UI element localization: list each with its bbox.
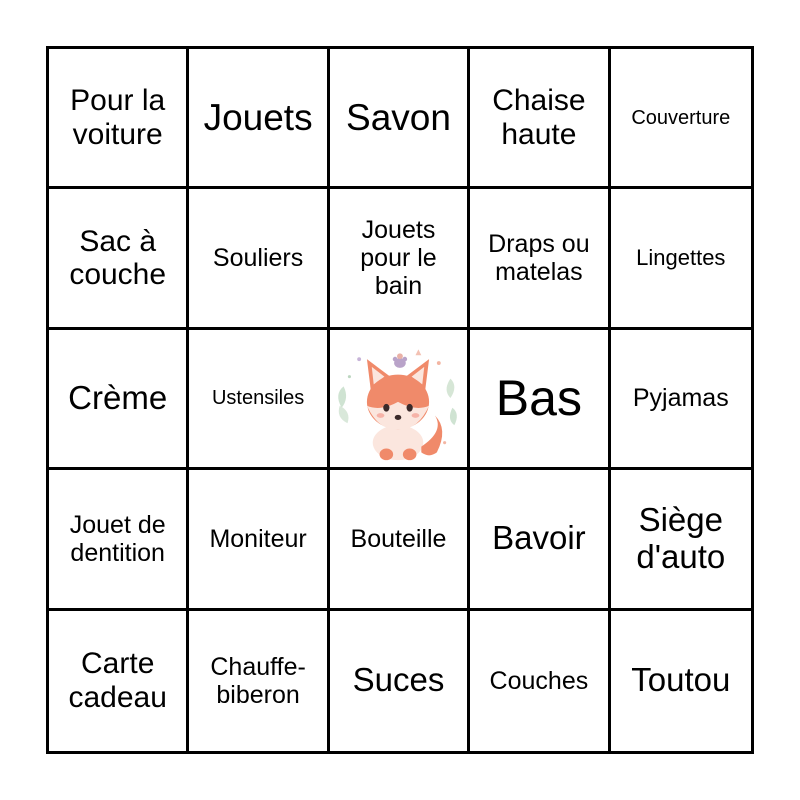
bingo-cell[interactable]: Chaise haute — [470, 49, 610, 189]
bingo-cell[interactable]: Savon — [330, 49, 470, 189]
bingo-cell[interactable]: Ustensiles — [189, 330, 329, 470]
bingo-board — [46, 46, 754, 754]
free-space[interactable] — [330, 330, 470, 470]
bingo-cell[interactable]: Bavoir — [470, 470, 610, 610]
bingo-cell[interactable]: Draps ou matelas — [470, 189, 610, 329]
bingo-cell[interactable]: Pyjamas — [611, 330, 751, 470]
bingo-cell[interactable]: Sac à couche — [49, 189, 189, 329]
bingo-cell[interactable]: Jouets pour le bain — [330, 189, 470, 329]
bingo-cell[interactable]: Couches — [470, 611, 610, 751]
bingo-cell[interactable]: Crème — [49, 330, 189, 470]
bingo-cell[interactable]: Moniteur — [189, 470, 329, 610]
bingo-cell[interactable]: Siège d'auto — [611, 470, 751, 610]
bingo-cell[interactable]: Jouet de dentition — [49, 470, 189, 610]
bingo-cell[interactable]: Bouteille — [330, 470, 470, 610]
bingo-cell[interactable]: Jouets — [189, 49, 329, 189]
bingo-cell[interactable]: Toutou — [631, 661, 731, 699]
bingo-cell[interactable]: Pour la voiture — [49, 49, 189, 189]
bingo-cell[interactable]: Souliers — [189, 189, 329, 329]
bingo-cell[interactable]: Lingettes — [611, 189, 751, 329]
fox-icon — [330, 330, 466, 466]
bingo-cell[interactable]: Carte cadeau — [49, 611, 189, 751]
bingo-cell[interactable]: Bas — [470, 330, 610, 470]
bingo-cell[interactable]: Suces — [330, 611, 470, 751]
bingo-cell[interactable]: Chauffe-biberon — [189, 611, 329, 751]
bingo-cell[interactable]: Couverture — [611, 49, 751, 189]
